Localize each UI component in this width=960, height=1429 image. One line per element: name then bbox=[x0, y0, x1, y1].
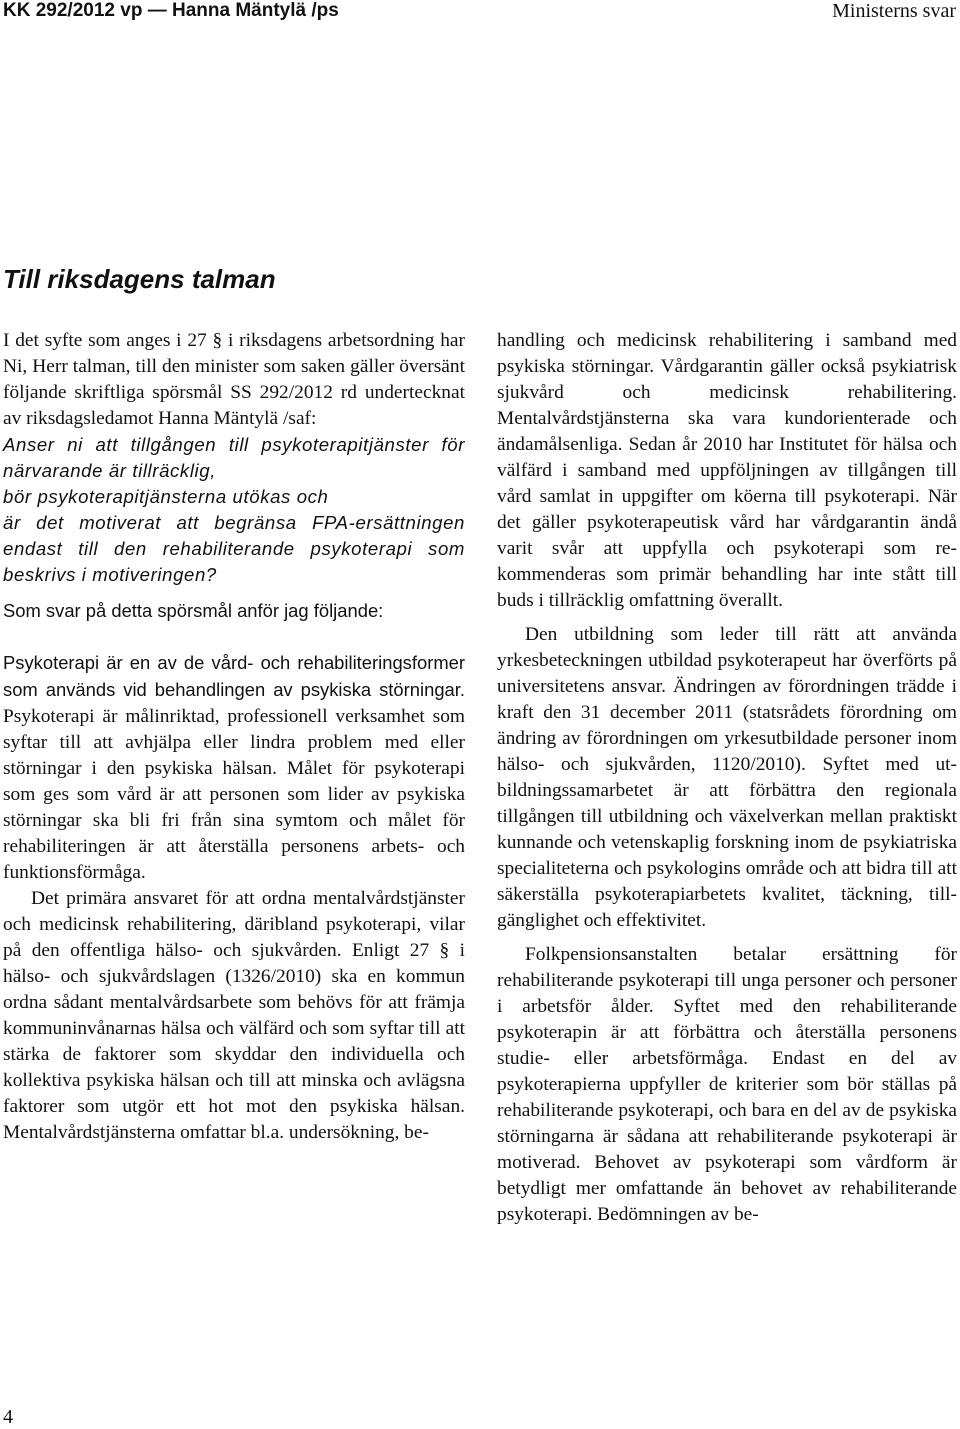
body-paragraph-2: Det primära ansvaret för att ordna mentalvårdstjänster och medicinsk rehabilitering, däribland psykoterapi, vilar på den offentliga hälso- och sjukvården. Enligt 27 § i hälso- och sjukvårdslagen (1326/2010) ska en kommun ordna sådant mentalvårdsarbete som behövs för att främja kommuninvånarnas hälsa och välfärd och som syftar till att stärka de faktorer som skyddar den individuella och kollektiva psykiska hälsan och till att minska och avlägsna faktorer som utgör ett hot mot den psykiska hälsan. Mentalvårdstjänsterna omfattar bl.a. undersökning, be- bbox=[3, 888, 465, 1143]
left-column bbox=[3, 328, 465, 1146]
body-paragraph-4: Den utbildning som leder till rätt att använda yrkesbeteckningen utbildad psykoterapeut har överförts på universitetens ansvar. Ändringen av förordningen trädde i kraft den 31 december 2011 (statsrådets förordning om ändring av förordningen om yrkesutbildade personer inom hälso- och sjukvården, 1120/2010). Syftet med utbildningssamarbetet är att förbättra den regionala tillgången till utbildning och växelverkan mellan praktiskt kunnande och vetenskaplig forskning inom de psykiatriska specialiteterna och psykologins område och att bidra till att säkerställa psykoterapiarbetets kvalitet, täckning, tillgänglighet och effektivitet. bbox=[497, 624, 957, 931]
body-paragraph-1-cont: Psykoterapi är målinriktad, professionell verksamhet som syftar till att avhjälpa eller lindra problem med eller störningar i den psykiska hälsan. Målet för psykoterapi som ges som vård är att personen som lider av psykiska störningar ska bli fri från sina symtom och målet för rehabiliteringen är att återställa personens arbets- och funktionsförmåga. bbox=[3, 706, 465, 883]
intro-paragraph: I det syfte som anges i 27 § i riksdagens arbetsordning har Ni, Herr talman, till den minister som saken gäller översänt följande skriftliga spörsmål SS 292/2012 rd undertecknat av riksdagsledamot Hanna Mäntylä /saf: bbox=[3, 330, 465, 429]
page-header bbox=[0, 0, 960, 24]
body-paragraph-5: Folkpensionsanstalten betalar ersättning för rehabiliterande psykoterapi till unga personer och personer i arbetsför ålder. Syftet med den rehabiliterande psykoterapin är att förbättra och återställa personens studie- eller arbetsförmåga. Endast en del av psykoterapierna uppfyller de kriterier som bör ställas på rehabiliterande psykoterapi, och bara en del av de psykiska störningarna är sådana att rehabiliterande psykoterapi är motiverad. Behovet av psykoterapi som vårdform är betydligt mer omfattande än behovet av rehabiliterande psykoterapi. Bedömningen av be- bbox=[497, 944, 957, 1225]
section-label: Ministerns svar bbox=[832, 0, 956, 22]
document-reference: KK 292/2012 vp — Hanna Mäntylä /ps bbox=[3, 0, 339, 21]
right-column bbox=[497, 328, 957, 1228]
question-3: är det motiverat att begränsa FPA-ersättningen endast till den rehabiliterande psykoterapi som beskrivs i motiveringen? bbox=[3, 512, 465, 585]
body-paragraph-1-start: Psykoterapi är en av de vård- och rehabiliteringsformer som används vid behandlingen av psykiska störningar. bbox=[3, 652, 465, 700]
question-1: Anser ni att tillgången till psykoterapitjänster för närvarande är tillräcklig, bbox=[3, 434, 465, 481]
page-title: Till riksdagens talman bbox=[3, 264, 276, 294]
question-2: bör psykoterapitjänsterna utökas och bbox=[3, 486, 329, 507]
answer-intro: Som svar på detta spörsmål anför jag följande: bbox=[3, 600, 384, 621]
body-paragraph-1 bbox=[3, 650, 465, 886]
page-number: 4 bbox=[3, 1406, 13, 1428]
body-paragraph-3: handling och medicinsk rehabilitering i samband med psykiska störningar. Vårdgarantin gäller också psykiatrisk sjukvård och medicinsk rehabilitering. Mentalvårdstjänsterna ska vara kundorienterade och ändamålsenliga. Sedan år 2010 har Institutet för hälsa och välfärd i samband med uppföljningen av tillgången till vård samlat in uppgifter om köerna till psykoterapi. När det gäller psykoterapeutisk vård har vårdgarantin ändå varit svår att uppfylla och psykoterapi som rekommenderas som primär behandling har inte stått till buds i tillräcklig omfattning överallt. bbox=[497, 330, 957, 611]
